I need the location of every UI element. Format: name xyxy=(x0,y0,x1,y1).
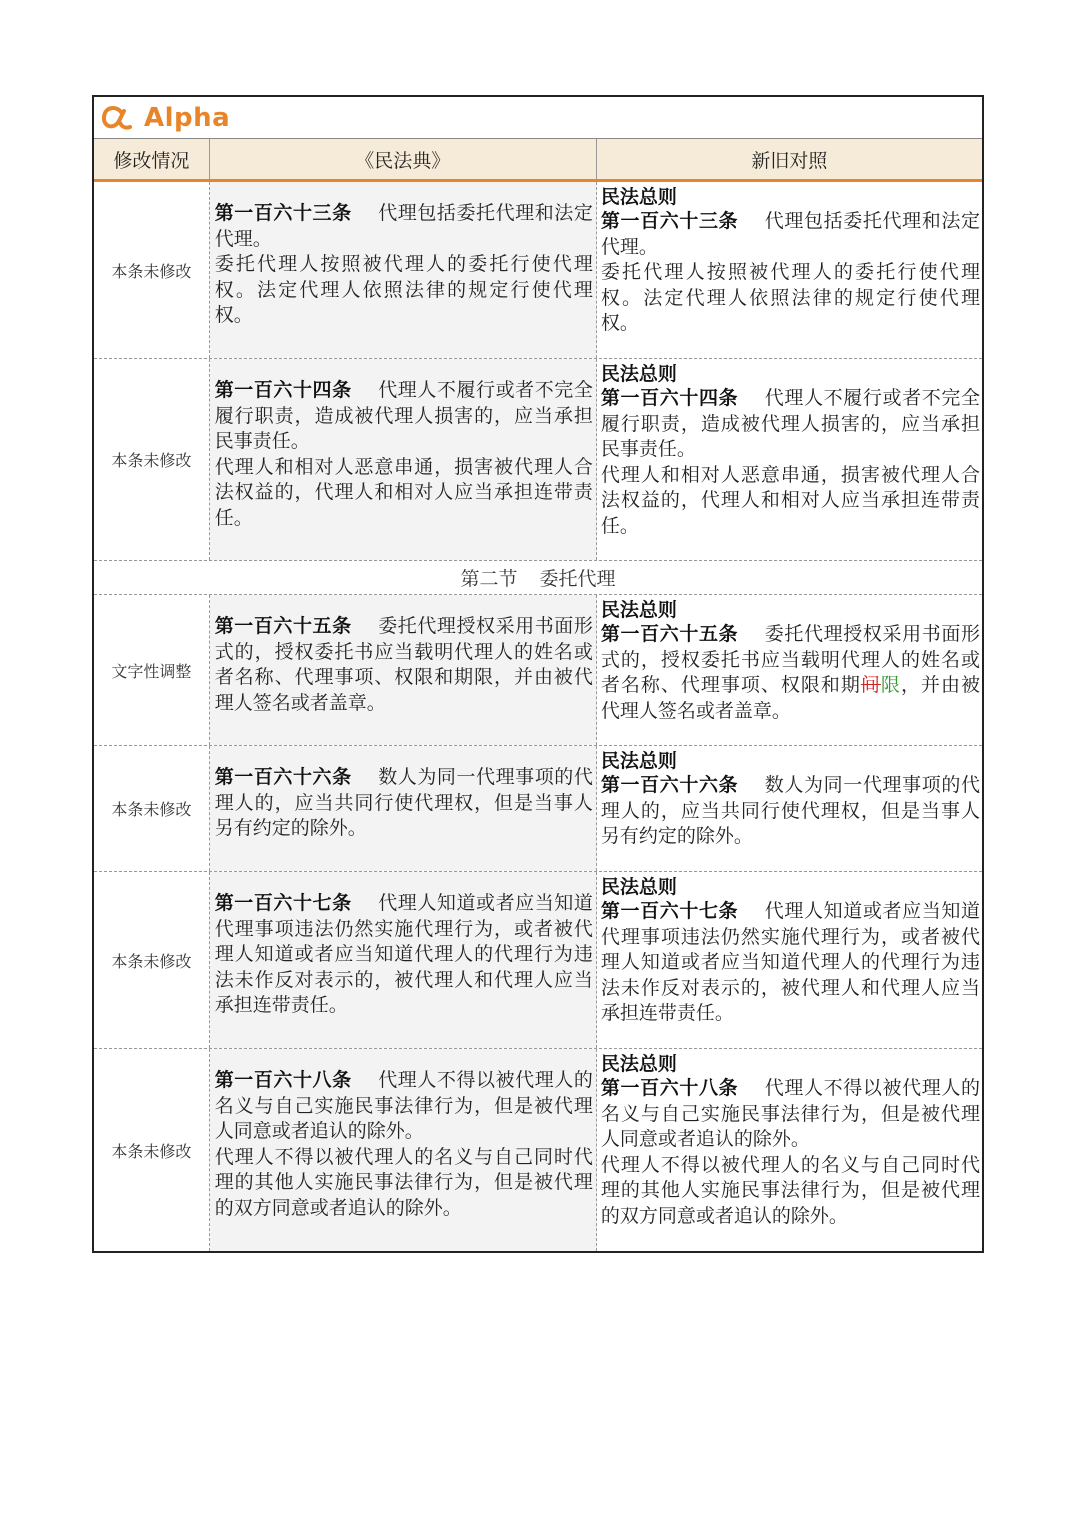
inserted-text: 限 xyxy=(880,674,901,696)
article-text: 代理人不履行或者不完全履行职责，造成被代理人损害的，应当承担民事责任。 xyxy=(600,387,980,460)
code-paragraph xyxy=(215,614,593,716)
code-paragraph xyxy=(215,891,593,1019)
compare-cell xyxy=(597,595,982,745)
article-text: 委托代理授权采用书面形式的，授权委托书应当载明代理人的姓名或者名称、代理事项、权限和期限，并由被代理人签名或者盖章。 xyxy=(214,615,593,714)
code-cell xyxy=(210,1049,597,1251)
book-name: 民法总则 xyxy=(600,750,677,772)
book-name: 民法总则 xyxy=(600,599,677,621)
code-paragraph: 代理人和相对人恶意串通，损害被代理人合法权益的，代理人和相对人应当承担连带责任。 xyxy=(214,455,593,529)
code-paragraph: 委托代理人按照被代理人的委托行使代理权。法定代理人依照法律的规定行使代理权。 xyxy=(214,253,593,326)
article-number: 第一百六十三条 xyxy=(600,210,739,232)
code-paragraph: 代理人不得以被代理人的名义与自己同时代理的其他人实施民事法律行为，但是被代理的双方同意或者追认的除外。 xyxy=(214,1145,593,1219)
article-text: 代理人不履行或者不完全履行职责，造成被代理人损害的，应当承担民事责任。 xyxy=(214,379,593,452)
article-number: 第一百六十三条 xyxy=(214,202,352,224)
compare-paragraph xyxy=(601,1076,980,1153)
article-text: 数人为同一代理事项的代理人的，应当共同行使代理权，但是当事人另有约定的除外。 xyxy=(600,774,980,847)
book-name: 民法总则 xyxy=(600,186,677,208)
article-text: 数人为同一代理事项的代理人的，应当共同行使代理权，但是当事人另有约定的除外。 xyxy=(214,766,593,839)
article-text-tail: ，并由被代理人签名或者盖章。 xyxy=(600,674,980,722)
section-title xyxy=(94,561,982,595)
table-row xyxy=(94,1049,982,1251)
code-paragraph xyxy=(215,201,593,252)
compare-paragraph: 代理人不得以被代理人的名义与自己同时代理的其他人实施民事法律行为，但是被代理的双方同意或者追认的除外。 xyxy=(600,1153,980,1227)
code-cell xyxy=(210,746,597,871)
article-number: 第一百六十七条 xyxy=(600,900,739,922)
table-row xyxy=(94,595,982,746)
article-number: 第一百六十八条 xyxy=(600,1077,739,1099)
header-compare: 新旧对照 xyxy=(751,149,828,172)
code-paragraph xyxy=(215,378,593,455)
article-number: 第一百六十八条 xyxy=(214,1069,352,1091)
article-text: 代理包括委托代理和法定代理。 xyxy=(600,210,980,258)
compare-paragraph xyxy=(601,209,980,260)
header-code: 《民法典》 xyxy=(210,139,597,179)
row-status: 本条未修改 xyxy=(94,182,210,358)
table-row xyxy=(94,746,982,872)
compare-cell xyxy=(597,359,982,560)
row-status: 本条未修改 xyxy=(94,359,210,560)
article-text: 委托代理授权采用书面形式的，授权委托书应当载明代理人的姓名或者名称、代理事项、权限和期 xyxy=(600,623,980,696)
article-text: 代理人知道或者应当知道代理事项违法仍然实施代理行为，或者被代理人知道或者应当知道代理人的代理行为违法未作反对表示的，被代理人和代理人应当承担连带责任。 xyxy=(600,900,980,1024)
compare-paragraph xyxy=(601,622,980,724)
article-text: 代理人不得以被代理人的名义与自己实施民事法律行为，但是被代理人同意或者追认的除外。 xyxy=(600,1077,980,1150)
table-row xyxy=(94,182,982,359)
row-status: 本条未修改 xyxy=(94,1049,210,1251)
article-text: 代理人不得以被代理人的名义与自己实施民事法律行为，但是被代理人同意或者追认的除外。 xyxy=(214,1069,593,1142)
article-number: 第一百六十五条 xyxy=(600,623,739,645)
section-name: 委托代理 xyxy=(539,568,616,590)
compare-paragraph: 代理人和相对人恶意串通，损害被代理人合法权益的，代理人和相对人应当承担连带责任。 xyxy=(600,463,980,537)
code-cell xyxy=(210,182,597,358)
table-row xyxy=(94,359,982,561)
code-cell xyxy=(210,359,597,560)
article-number: 第一百六十七条 xyxy=(214,892,352,914)
compare-paragraph xyxy=(601,899,980,1027)
article-number: 第一百六十四条 xyxy=(214,379,352,401)
compare-paragraph xyxy=(601,386,980,463)
article-text: 代理包括委托代理和法定代理。 xyxy=(214,202,593,250)
brand-name: Alpha xyxy=(144,102,231,133)
book-name: 民法总则 xyxy=(600,876,677,898)
comparison-table xyxy=(92,95,984,1253)
row-status: 本条未修改 xyxy=(94,746,210,871)
article-text: 代理人知道或者应当知道代理事项违法仍然实施代理行为，或者被代理人知道或者应当知道代理人的代理行为违法未作反对表示的，被代理人和代理人应当承担连带责任。 xyxy=(214,892,593,1016)
table-header xyxy=(94,139,982,182)
article-number: 第一百六十四条 xyxy=(600,387,739,409)
article-number: 第一百六十六条 xyxy=(214,766,352,788)
code-cell xyxy=(210,872,597,1048)
deleted-text: 间 xyxy=(860,674,881,696)
book-name: 民法总则 xyxy=(600,363,677,385)
code-paragraph xyxy=(215,765,593,842)
compare-cell xyxy=(597,746,982,871)
article-number: 第一百六十五条 xyxy=(214,615,352,637)
compare-cell xyxy=(597,872,982,1048)
code-paragraph xyxy=(215,1068,593,1145)
compare-cell xyxy=(597,182,982,358)
book-name: 民法总则 xyxy=(600,1053,677,1075)
alpha-logo-icon xyxy=(100,103,134,133)
row-status: 本条未修改 xyxy=(94,872,210,1048)
brand-bar xyxy=(94,97,982,139)
compare-paragraph xyxy=(601,773,980,850)
code-cell xyxy=(210,595,597,745)
compare-paragraph: 委托代理人按照被代理人的委托行使代理权。法定代理人依照法律的规定行使代理权。 xyxy=(600,261,980,334)
article-number: 第一百六十六条 xyxy=(600,774,739,796)
header-status: 修改情况 xyxy=(94,139,210,179)
row-status: 文字性调整 xyxy=(94,595,210,745)
compare-cell xyxy=(597,1049,982,1251)
section-label: 第二节 xyxy=(460,568,518,590)
table-row xyxy=(94,872,982,1049)
